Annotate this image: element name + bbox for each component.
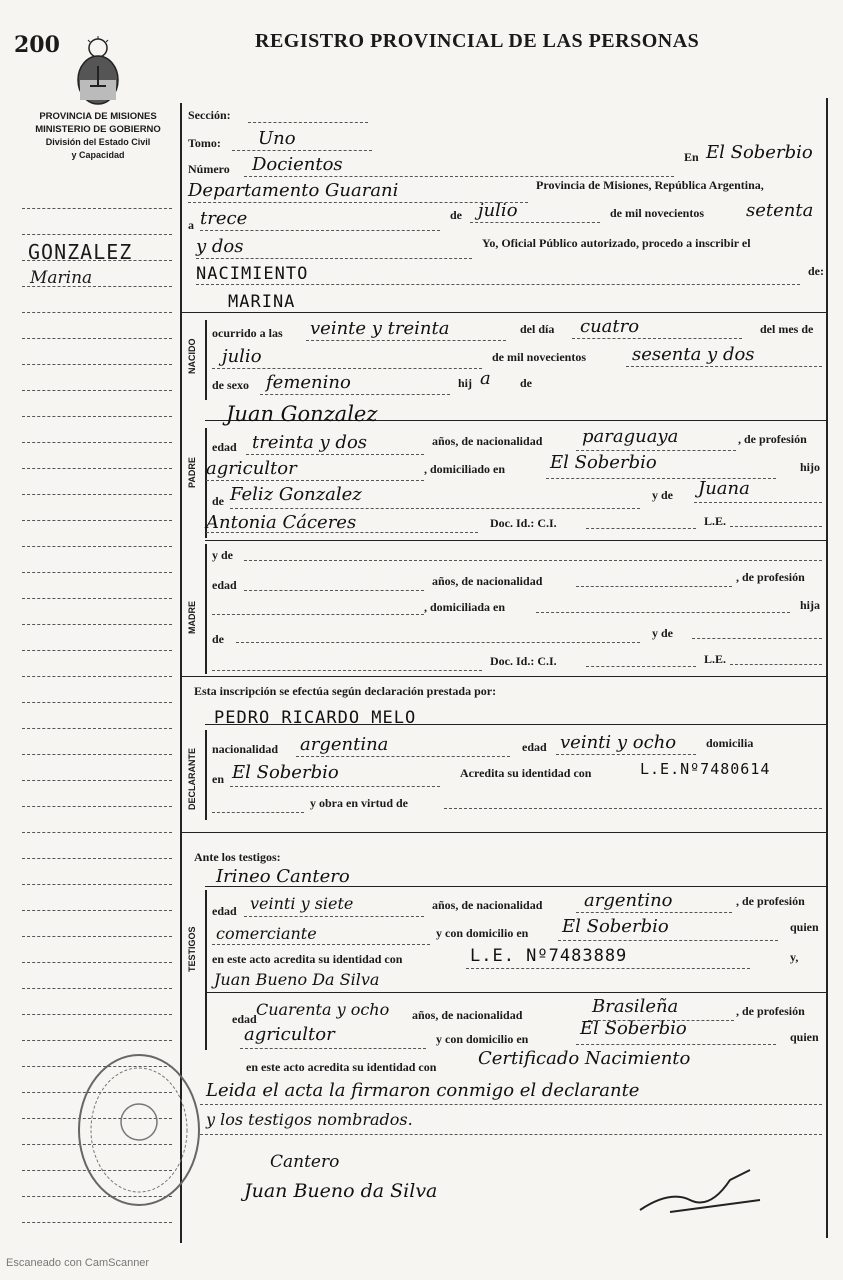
padre-prof-value: agricultor [206, 458, 297, 479]
t1-prof-label: , de profesión [736, 894, 805, 908]
margin-line [22, 338, 172, 339]
section-divider [180, 676, 826, 677]
madre-y-de2-label: y de [652, 626, 673, 640]
t2-dom-value: El Soberbio [580, 1018, 687, 1039]
t1-quien: quien [790, 920, 819, 934]
t2-prof-value: agricultor [244, 1024, 335, 1045]
madre-de-label: de [212, 632, 224, 646]
nacido-tag: NACIDO [187, 338, 197, 374]
del-dia-label: del día [520, 322, 555, 336]
acredita-value: L.E.Nº7480614 [640, 760, 771, 778]
t2-nac-value: Brasileña [592, 996, 679, 1017]
abuelo-name: Feliz Gonzalez [230, 484, 362, 505]
margin-line [22, 572, 172, 573]
testigo-1-name: Irineo Cantero [216, 866, 350, 887]
issuer-block [20, 110, 176, 162]
coat-of-arms-icon [72, 36, 124, 106]
ocurrido-label: ocurrido a las [212, 326, 283, 340]
t2-edad-label: edad [232, 1012, 257, 1026]
testigos-divider [205, 890, 207, 1050]
padre-de-label: de [212, 494, 224, 508]
margin-line [22, 858, 172, 859]
t1-dom-value: El Soberbio [562, 916, 669, 937]
anio-value-2: y dos [196, 236, 244, 257]
declarante-edad-value: veinti y ocho [560, 732, 677, 753]
margin-line [22, 676, 172, 677]
t2-dom-label: y con domicilio en [436, 1032, 529, 1046]
padre-edad-label: edad [212, 440, 237, 454]
margin-line [22, 728, 172, 729]
a-label: a [188, 218, 194, 232]
declarante-en-label: en [212, 772, 224, 786]
declarante-nac-label: nacionalidad [212, 742, 279, 756]
nacido-de-label: de [520, 376, 532, 390]
dia-value: trece [200, 208, 248, 229]
numero-value: Docientos [252, 154, 343, 175]
margin-line [22, 962, 172, 963]
departamento-value: Departamento Guarani [188, 180, 399, 201]
obra-label: y obra en virtud de [310, 796, 409, 810]
margin-line [22, 546, 172, 547]
official-stamp-icon [74, 1050, 204, 1210]
margin-line [22, 1014, 172, 1015]
margin-line [22, 988, 172, 989]
numero-label: Número [188, 162, 230, 176]
abuela-name-2: Antonia Cáceres [206, 512, 357, 533]
t1-dom-label: y con domicilio en [436, 926, 529, 940]
padre-doc-label: Doc. Id.: C.I. [490, 516, 557, 530]
t1-nac-value: argentino [584, 890, 673, 911]
padre-tag: PADRE [187, 457, 197, 488]
margin-line [22, 442, 172, 443]
margin-line [22, 650, 172, 651]
padre-dom-label: , domiciliado en [424, 462, 506, 476]
declarante-en-value: El Soberbio [232, 762, 339, 783]
padre-y-de-label: y de [652, 488, 673, 502]
section-divider [205, 540, 826, 541]
t2-acredita-value: Certificado Nacimiento [478, 1048, 691, 1069]
margin-line [22, 208, 172, 209]
margin-line [22, 494, 172, 495]
t2-quien: quien [790, 1030, 819, 1044]
tomo-label: Tomo: [188, 136, 221, 150]
t1-nac-label: años, de nacionalidad [432, 898, 543, 912]
t2-prof-label: , de profesión [736, 1004, 805, 1018]
testigos-intro: Ante los testigos: [194, 850, 281, 864]
issuer-line-3: División del Estado Civil [45, 137, 151, 147]
margin-line [22, 884, 172, 885]
padre-prof-label: , de profesión [738, 432, 807, 446]
hija-label: hija [800, 598, 821, 612]
margin-line [22, 936, 172, 937]
abuela-name: Juana [698, 478, 750, 499]
de-label: de [450, 208, 462, 222]
section-divider [180, 832, 826, 833]
tomo-value: Uno [258, 128, 296, 149]
padre-nac-value: paraguaya [582, 426, 679, 447]
madre-doc-label: Doc. Id.: C.I. [490, 654, 557, 668]
en-label: En [684, 150, 699, 164]
t2-acredita-label: en este acto acredita su identidad con [246, 1060, 437, 1074]
issuer-line-2: MINISTERIO DE GOBIERNO [35, 124, 161, 135]
declarante-intro: Esta inscripción se efectúa según declaración prestada por: [194, 684, 497, 698]
section-divider [180, 312, 826, 313]
t1-edad-label: edad [212, 904, 237, 918]
madre-nac-label: años, de nacionalidad [432, 574, 543, 588]
declarante-dom-label: domicilia [706, 736, 754, 750]
declarante-name: PEDRO RICARDO MELO [214, 708, 417, 728]
de-end-label: de: [808, 264, 824, 278]
declarante-divider [205, 730, 207, 820]
madre-le-label: L.E. [704, 652, 727, 666]
en-value: El Soberbio [706, 142, 813, 163]
margin-line [22, 780, 172, 781]
madre-divider [205, 544, 207, 674]
hij-label: hij [458, 376, 473, 390]
hora-value: veinte y treinta [310, 318, 450, 339]
oficial-text: Yo, Oficial Público autorizado, procedo a inscribir el [482, 236, 751, 250]
margin-line [22, 234, 172, 235]
margin-line [22, 312, 172, 313]
padre-le-label: L.E. [704, 514, 727, 528]
margin-line [22, 286, 172, 287]
closing-line-1: Leida el acta la firmaron conmigo el declarante [206, 1080, 640, 1101]
hijo-label: hijo [800, 460, 821, 474]
t1-y: y, [790, 950, 799, 964]
padre-name: Juan Gonzalez [226, 402, 378, 426]
madre-edad-label: edad [212, 578, 237, 592]
madre-prof-label: , de profesión [736, 570, 805, 584]
document-title: REGISTRO PROVINCIAL DE LAS PERSONAS [255, 30, 700, 52]
margin-line [22, 910, 172, 911]
nacido-dia-value: cuatro [580, 316, 640, 337]
margin-line [22, 1222, 172, 1223]
t2-nac-label: años, de nacionalidad [412, 1008, 523, 1022]
nacido-divider [205, 320, 207, 400]
margin-line [22, 260, 172, 261]
madre-y-de-label: y de [212, 548, 233, 562]
margin-line [22, 468, 172, 469]
margin-line [22, 390, 172, 391]
nacido-mes-value: julio [222, 346, 262, 367]
nacido-anio-value: sesenta y dos [632, 344, 755, 365]
t1-acredita-label: en este acto acredita su identidad con [212, 952, 403, 966]
scanner-footer: Escaneado con CamScanner [6, 1257, 150, 1269]
margin-line [22, 832, 172, 833]
main-right-border [826, 98, 828, 1238]
signature-2: Juan Bueno da Silva [244, 1180, 438, 1202]
declarante-edad-label: edad [522, 740, 547, 754]
t2-edad-value: Cuarenta y ocho [256, 1000, 390, 1019]
closing-line-2: y los testigos nombrados. [206, 1110, 413, 1129]
margin-line [22, 598, 172, 599]
issuer-line-4: y Capacidad [71, 150, 125, 160]
mes-value: julio [478, 200, 518, 221]
sexo-label: de sexo [212, 378, 249, 392]
anio-prefix: de mil novecientos [610, 206, 704, 220]
margin-line [22, 1040, 172, 1041]
section-divider [205, 992, 826, 993]
testigos-tag: TESTIGOS [187, 926, 197, 972]
t1-edad-value: veinti y siete [250, 894, 354, 913]
acredita-label: Acredita su identidad con [460, 766, 592, 780]
acta-type: NACIMIENTO [196, 264, 309, 284]
padre-dom-value: El Soberbio [550, 452, 657, 473]
margin-line [22, 702, 172, 703]
madre-dom-label: , domiciliada en [424, 600, 506, 614]
del-mes-label: del mes de [760, 322, 814, 336]
margin-line [22, 416, 172, 417]
margin-line [22, 754, 172, 755]
declarante-tag: DECLARANTE [187, 748, 197, 810]
declarante-nac-value: argentina [300, 734, 389, 755]
madre-tag: MADRE [187, 601, 197, 634]
official-signature-icon [630, 1160, 770, 1220]
testigo-2-name: Juan Bueno Da Silva [214, 970, 380, 989]
margin-given-name: Marina [30, 268, 93, 288]
padre-nac-label: años, de nacionalidad [432, 434, 543, 448]
nacido-anio-label: de mil novecientos [492, 350, 586, 364]
margin-line [22, 364, 172, 365]
margin-surname: GONZALEZ [28, 240, 133, 264]
page-number: 200 [14, 32, 60, 58]
margin-line [22, 520, 172, 521]
margin-line [22, 624, 172, 625]
provincia-label: Provincia de Misiones, República Argentina, [536, 178, 764, 192]
issuer-line-1: PROVINCIA DE MISIONES [39, 111, 157, 122]
signature-1: Cantero [270, 1152, 340, 1172]
t1-acredita-value: L.E. Nº7483889 [470, 946, 628, 966]
hij-value: a [480, 368, 491, 389]
seccion-label: Sección: [188, 108, 231, 122]
margin-line [22, 806, 172, 807]
padre-edad-value: treinta y dos [252, 432, 368, 453]
anio-value-1: setenta [746, 200, 814, 221]
nacido-name: MARINA [228, 292, 296, 312]
t1-prof-value: comerciante [216, 924, 317, 943]
sexo-value: femenino [266, 372, 351, 393]
